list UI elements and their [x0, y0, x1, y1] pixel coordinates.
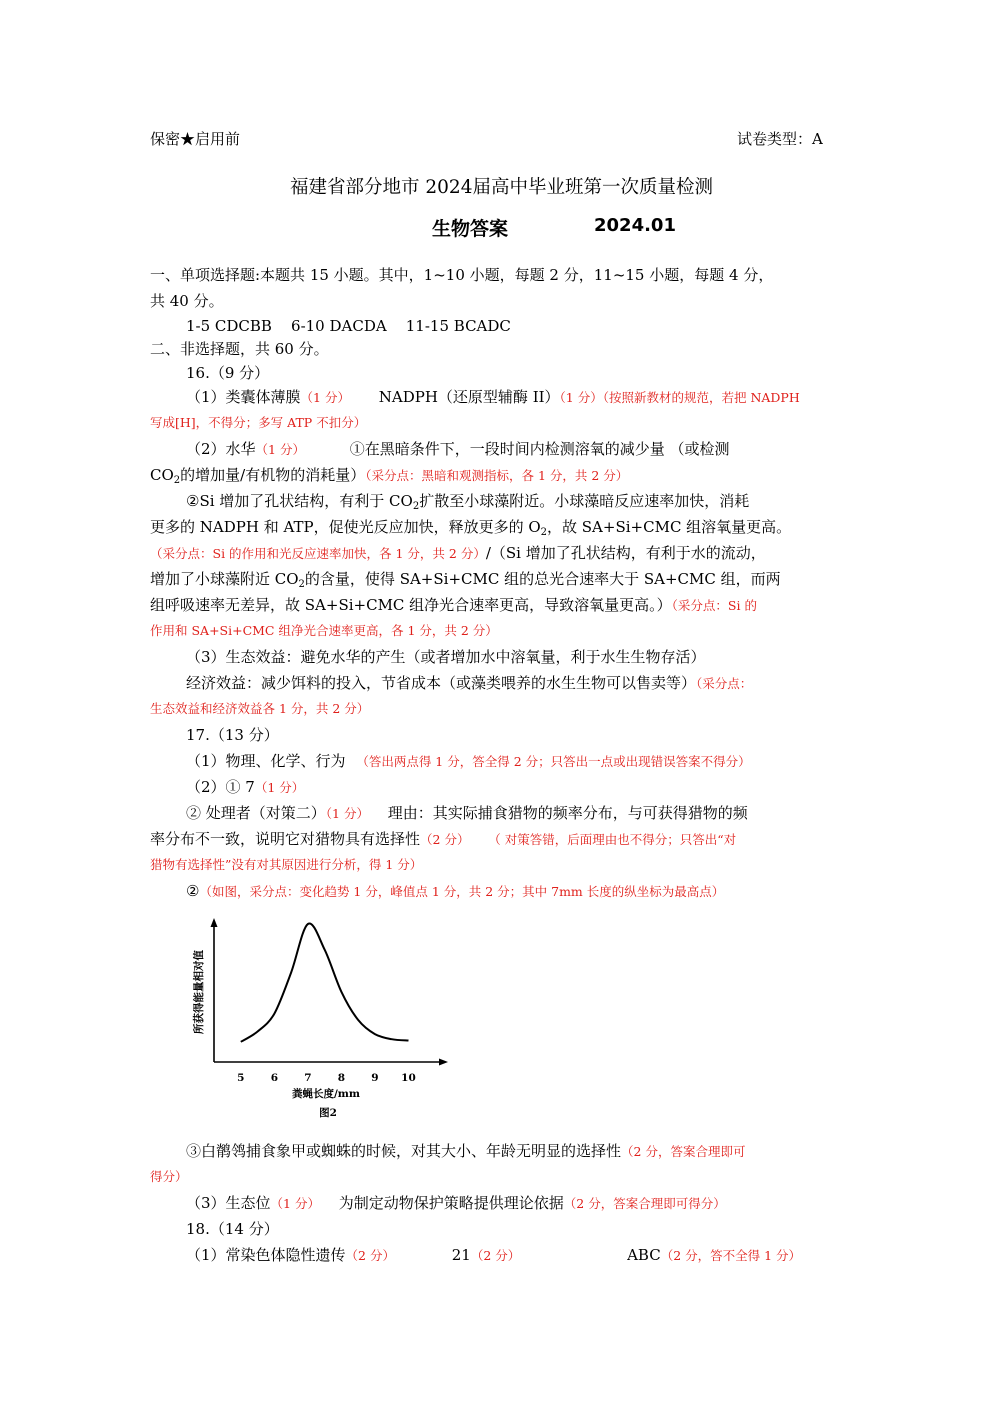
q17-p6-mark: ② [186, 882, 200, 900]
q17-p9-answer: （3）生态位 [186, 1194, 271, 1212]
q16-p3-l1sub: 2 [412, 501, 420, 512]
q17-p4-note: （ 对策答错，后面理由也不得分；只答出“对 [488, 832, 737, 847]
x-tick-label: 5 [237, 1072, 245, 1084]
q16-p4-score-b: 生态效益和经济效益各 1 分，共 2 分） [150, 701, 370, 716]
q18-p1-answer-c: ABC [627, 1246, 661, 1264]
q16-p4-score-a: （采分点： [696, 676, 753, 691]
doc-title: 福建省部分地市 2024届高中毕业班第一次质量检测 [290, 177, 713, 198]
q17-part6 [186, 881, 724, 902]
q17-p1-answer: （1）物理、化学、行为 [186, 752, 346, 770]
q16-p3-l2sub: 2 [540, 527, 548, 538]
q16-p3-score1: （采分点：Si 的作用和光反应速率加快，各 1 分，共 2 分） [150, 546, 486, 561]
q17-heading: 17.（13 分） [186, 726, 279, 744]
q16-p4-l2 [186, 673, 752, 694]
q16-p3-l2b: ，故 SA+Si+CMC 组溶氧量更高。 [547, 518, 792, 536]
series-line [241, 923, 409, 1041]
x-axis-arrow [439, 1059, 448, 1066]
exam-date: 2024.01 [594, 215, 676, 236]
q17-part9 [186, 1193, 726, 1214]
q16-p3-l1a: ②Si 增加了孔状结构，有利于 CO [186, 492, 413, 510]
x-tick-label: 6 [270, 1072, 279, 1084]
x-tick-label: 7 [304, 1072, 312, 1084]
q18-part1 [186, 1245, 801, 1266]
q16-p3-l3b: /（Si 增加了孔状结构，有利于水的流动， [485, 544, 766, 562]
q17-p4-text: 率分布不一致，说明它对猎物具有选择性 [150, 830, 421, 848]
q16-p2-score-a: （1 分） [255, 442, 305, 457]
q16-p3-l2a: 更多的 NADPH 和 ATP，促使光反应加快，释放更多的 O [150, 518, 541, 536]
q17-p3-reason: 理由：其实际捕食猎物的频率分布，与可获得猎物的频 [387, 804, 748, 822]
q16-p4-l1: （3）生态效益：避免水华的产生（或者增加水中溶氧量，利于水生生物存活） [186, 648, 706, 666]
q17-p1-score: （答出两点得 1 分，答全得 2 分；只答出一点或出现错误答案不得分） [356, 754, 751, 769]
q16-p2-text: 的增加量/有机物的消耗量） [180, 466, 366, 484]
q16-p2-co: CO [150, 466, 174, 484]
q17-p4-score: （2 分） [420, 832, 470, 847]
q16-p2-answer-a: （2）水华 [186, 440, 256, 458]
q16-p2-cont [150, 465, 628, 486]
q17-p9-score: （1 分） [270, 1196, 320, 1211]
q16-p3-l4sub: 2 [298, 579, 305, 590]
q17-part7 [186, 1141, 745, 1162]
q17-p8-score: 得分） [150, 1169, 188, 1184]
chart-axes [211, 918, 449, 1066]
y-axis-label: 所获得能量相对值 [193, 950, 205, 1034]
paper-type: 试卷类型：A [737, 130, 823, 148]
confidential-mark: 保密★启用前 [150, 130, 241, 148]
x-tick-label: 9 [371, 1072, 379, 1084]
q17-part1 [186, 751, 751, 772]
q18-p1-answer-b: 21 [451, 1246, 471, 1264]
x-tick-label: 10 [401, 1072, 416, 1084]
q18-p1-score-c: （2 分，答不全得 1 分） [660, 1248, 802, 1263]
y-axis-arrow [211, 918, 218, 927]
q17-p7-score: （2 分，答案合理即可 [621, 1144, 746, 1159]
q16-p1-answer-b: NADPH（还原型辅酶 II） [378, 388, 560, 406]
q16-p3-l2 [150, 517, 791, 537]
q17-p2-answer: （2）① 7 [186, 778, 255, 796]
x-tick-label: 8 [337, 1072, 346, 1084]
x-axis-label: 粪蝇长度/mm [291, 1088, 361, 1100]
q16-p3-l1 [186, 491, 749, 511]
q17-part3-cont [150, 829, 736, 850]
energy-chart [180, 910, 460, 1125]
q17-part3 [186, 803, 748, 824]
q16-p3-l4 [150, 569, 781, 589]
q17-p9-text: 为制定动物保护策略提供理论依据 [338, 1194, 564, 1212]
q16-p3-l3 [150, 543, 766, 564]
q16-p4-l2a: 经济效益：减少饵料的投入，节省成本（或藻类喂养的水生生物可以售卖等） [186, 674, 697, 692]
q16-p3-score2b: 作用和 SA+Si+CMC 组净光合速率更高，各 1 分，共 2 分） [150, 623, 498, 638]
q18-p1-score-a: （2 分） [345, 1248, 395, 1263]
section1-intro: 一、单项选择题:本题共 15 小题。其中，1~10 小题，每题 2 分，11~15 小题，每题 4 分， [150, 266, 774, 284]
q17-part2 [186, 777, 304, 798]
q16-p3-l5 [150, 595, 757, 616]
q17-p6-note: （如图，采分点：变化趋势 1 分，峰值点 1 分，共 2 分；其中 7mm 长度的纵坐标为最高点） [199, 884, 725, 899]
q16-p3-l4a: 增加了小球藻附近 CO [150, 570, 299, 588]
q17-p3-score: （1 分） [325, 806, 369, 821]
q18-p1-answer-a: （1）常染色体隐性遗传 [186, 1246, 346, 1264]
q17-p9-score2: （2 分，答案合理即可得分） [563, 1196, 726, 1211]
q18-heading: 18.（14 分） [186, 1220, 279, 1238]
q16-p1-score-a: （1 分） [300, 390, 350, 405]
q16-p3-score2a: （采分点：Si 的 [671, 598, 757, 613]
q16-part2 [186, 439, 730, 460]
q16-p1-score-b: （1 分）（按照新教材的规范，若把 NADPH [559, 390, 800, 405]
q16-p1-answer-a: （1）类囊体薄膜 [186, 388, 301, 406]
q16-p3-l1b: 扩散至小球藻附近。小球藻暗反应速率加快，消耗 [419, 492, 750, 510]
q16-p2-score: （采分点：黑暗和观测指标，各 1 分，共 2 分） [365, 468, 629, 483]
q16-p3-l5a: 组呼吸速率无差异，故 SA+Si+CMC 组净光合速率更高，导致溶氧量更高。） [150, 596, 672, 614]
q17-p7-answer: ③白鹡鸰捕食象甲或蜘蛛的时候，对其大小、年龄无明显的选择性 [186, 1142, 622, 1160]
q16-p1-note: 写成[H]，不得分；多写 ATP 不扣分） [150, 415, 367, 430]
q16-p2-sub: 2 [173, 475, 181, 486]
x-tick-labels [237, 1072, 416, 1084]
q16-part1 [186, 387, 800, 408]
q16-heading: 16.（9 分） [186, 364, 270, 382]
q17-p5-note: 猎物有选择性”没有对其原因进行分析，得 1 分） [150, 857, 423, 872]
q17-p3-answer: ② 处理者（对策二） [186, 804, 326, 822]
subject-title: 生物答案 [432, 218, 509, 240]
section1-intro-cont: 共 40 分。 [150, 292, 224, 310]
section2-intro: 二、非选择题，共 60 分。 [150, 340, 329, 358]
q17-p2-score: （1 分） [254, 780, 305, 795]
q18-p1-score-b: （2 分） [470, 1248, 521, 1263]
q16-p3-l4b: 的含量，使得 SA+Si+CMC 组的总光合速率大于 SA+CMC 组，而两 [304, 570, 781, 588]
choice-answers: 1-5 CDCBB 6-10 DACDA 11-15 BCADC [186, 317, 511, 335]
q16-p2-answer-b: ①在黑暗条件下，一段时间内检测溶氧的减少量 （或检测 [349, 440, 730, 458]
chart-title: 图2 [319, 1107, 337, 1119]
